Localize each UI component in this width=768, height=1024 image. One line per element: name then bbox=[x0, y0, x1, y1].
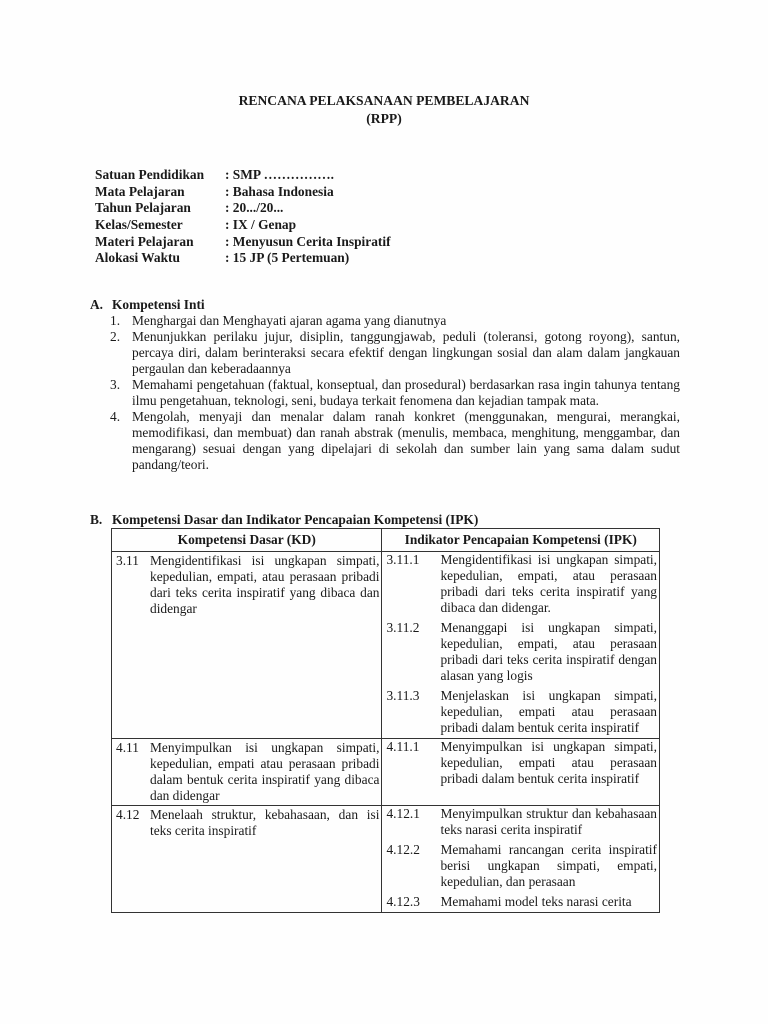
identity-row bbox=[95, 217, 391, 234]
section-title: Kompetensi Dasar dan Indikator Pencapaian Kompetensi (IPK) bbox=[112, 512, 479, 527]
kd-text: Mengidentifikasi isi ungkapan simpati, kepedulian, empati, atau perasaan pribadi dari teks cerita inspiratif yang dibaca dan didengar bbox=[150, 553, 380, 616]
table-row bbox=[112, 739, 660, 806]
section-heading bbox=[90, 512, 690, 528]
list-item bbox=[90, 329, 680, 377]
table-row bbox=[112, 552, 660, 739]
ipk-code: 4.12.3 bbox=[386, 894, 420, 909]
ipk-cell bbox=[382, 739, 660, 806]
identity-value: : 15 JP (5 Pertemuan) bbox=[225, 250, 350, 266]
identity-value: : IX / Genap bbox=[225, 217, 297, 233]
identity-row bbox=[95, 167, 391, 184]
list-item bbox=[90, 377, 680, 409]
section-letter: B. bbox=[90, 512, 103, 527]
ipk-code: 4.12.2 bbox=[386, 842, 420, 857]
identity-value: : Menyusun Cerita Inspiratif bbox=[225, 233, 391, 249]
section-heading bbox=[90, 297, 680, 313]
ipk-text: Menyimpulkan isi ungkapan simpati, kepedulian, empati atau perasaan pribadi dalam bentuk cerita inspiratif bbox=[440, 739, 657, 786]
identity-value: : SMP ……………. bbox=[225, 167, 334, 182]
kd-ipk-table bbox=[111, 528, 660, 913]
list-number: 1. bbox=[110, 313, 121, 328]
identity-row bbox=[95, 234, 391, 251]
ipk-item bbox=[382, 620, 659, 686]
ipk-item bbox=[382, 842, 659, 892]
ipk-item bbox=[382, 688, 659, 738]
table-row bbox=[112, 806, 660, 913]
kd-text: Menelaah struktur, kebahasaan, dan isi teks cerita inspiratif bbox=[150, 807, 380, 838]
list-text: Menunjukkan perilaku jujur, disiplin, tanggungjawab, peduli (toleransi, gotong royong), santun, percaya diri, dalam berinteraksi secara efektif dengan lingkungan sosial dan alam dalam jangkauan pergaulan dan keberadaannya bbox=[132, 329, 680, 376]
column-header-ipk: Indikator Pencapaian Kompetensi (IPK) bbox=[382, 529, 660, 552]
list-number: 3. bbox=[110, 377, 121, 392]
list-number: 2. bbox=[110, 329, 121, 344]
ipk-code: 3.11.1 bbox=[386, 552, 420, 567]
identity-label: Satuan Pendidikan bbox=[95, 167, 205, 182]
kd-text: Menyimpulkan isi ungkapan simpati, kepedulian, empati atau perasaan pribadi dalam bentuk cerita inspiratif yang dibaca dan didengar bbox=[150, 740, 380, 803]
ki-list bbox=[90, 313, 680, 473]
identity-label: Materi Pelajaran bbox=[95, 233, 194, 249]
identity-block bbox=[95, 167, 391, 267]
ipk-item bbox=[382, 552, 659, 618]
identity-label: Tahun Pelajaran bbox=[95, 200, 191, 216]
ipk-item bbox=[382, 806, 659, 840]
ipk-item bbox=[382, 894, 659, 912]
ipk-text: Memahami rancangan cerita inspiratif berisi ungkapan simpati, empati, kepedulian, dan perasaan bbox=[440, 842, 657, 889]
kd-code: 4.11 bbox=[116, 740, 139, 755]
ipk-code: 3.11.3 bbox=[386, 688, 420, 703]
list-text: Menghargai dan Menghayati ajaran agama yang dianutnya bbox=[132, 313, 447, 328]
section-kompetensi-inti bbox=[90, 297, 680, 473]
list-item bbox=[90, 313, 680, 329]
ipk-text: Mengidentifikasi isi ungkapan simpati, kepedulian, empati, atau perasaan pribadi dari teks cerita inspiratif yang dibaca dan didengar. bbox=[440, 552, 657, 615]
identity-row bbox=[95, 200, 391, 217]
identity-label: Alokasi Waktu bbox=[95, 250, 180, 266]
identity-value: : Bahasa Indonesia bbox=[225, 183, 334, 199]
column-header-kd: Kompetensi Dasar (KD) bbox=[112, 529, 382, 552]
identity-row bbox=[95, 184, 391, 201]
list-number: 4. bbox=[110, 409, 121, 424]
ipk-text: Menanggapi isi ungkapan simpati, kepedulian, empati, atau perasaan pribadi dari teks cerita inspiratif dengan alasan yang logis bbox=[440, 620, 657, 683]
list-text: Memahami pengetahuan (faktual, konseptual, dan prosedural) berdasarkan rasa ingin tahunya tentang ilmu pengetahuan, teknologi, seni, budaya terkait fenomena dan kejadian tampak mata. bbox=[132, 377, 680, 408]
kd-cell bbox=[112, 739, 382, 806]
ipk-text: Menyimpulkan struktur dan kebahasaan teks narasi cerita inspiratif bbox=[440, 806, 657, 837]
document-title bbox=[0, 92, 768, 128]
table-header-row bbox=[112, 529, 660, 552]
identity-value: : 20.../20... bbox=[225, 200, 284, 216]
kd-cell bbox=[112, 552, 382, 739]
kd-code: 3.11 bbox=[116, 553, 139, 568]
section-title: Kompetensi Inti bbox=[112, 297, 205, 312]
title-line-1: RENCANA PELAKSANAAN PEMBELAJARAN bbox=[238, 93, 530, 108]
ipk-text: Memahami model teks narasi cerita bbox=[440, 894, 632, 909]
section-kd-ipk bbox=[90, 512, 690, 528]
title-line-2: (RPP) bbox=[366, 111, 402, 126]
kd-cell bbox=[112, 806, 382, 913]
list-item bbox=[90, 409, 680, 473]
ipk-item bbox=[382, 739, 659, 789]
ipk-code: 4.11.1 bbox=[386, 739, 420, 754]
identity-row bbox=[95, 250, 391, 267]
ipk-text: Menjelaskan isi ungkapan simpati, kepedulian, empati atau perasaan pribadi dalam bentuk cerita inspiratif bbox=[440, 688, 657, 735]
section-letter: A. bbox=[90, 297, 104, 312]
ipk-code: 4.12.1 bbox=[386, 806, 420, 821]
ipk-cell bbox=[382, 806, 660, 913]
ipk-cell bbox=[382, 552, 660, 739]
kd-code: 4.12 bbox=[116, 807, 140, 822]
identity-label: Kelas/Semester bbox=[95, 217, 183, 233]
ipk-code: 3.11.2 bbox=[386, 620, 420, 635]
identity-label: Mata Pelajaran bbox=[95, 183, 185, 199]
list-text: Mengolah, menyaji dan menalar dalam ranah konkret (menggunakan, mengurai, merangkai, memodifikasi, dan membuat) dan ranah abstrak (menulis, membaca, menghitung, menggambar, dan mengarang) sesuai dengan yang dipelajari di sekolah dan sumber lain yang sama dalam sudut pandang/teori. bbox=[132, 409, 680, 472]
